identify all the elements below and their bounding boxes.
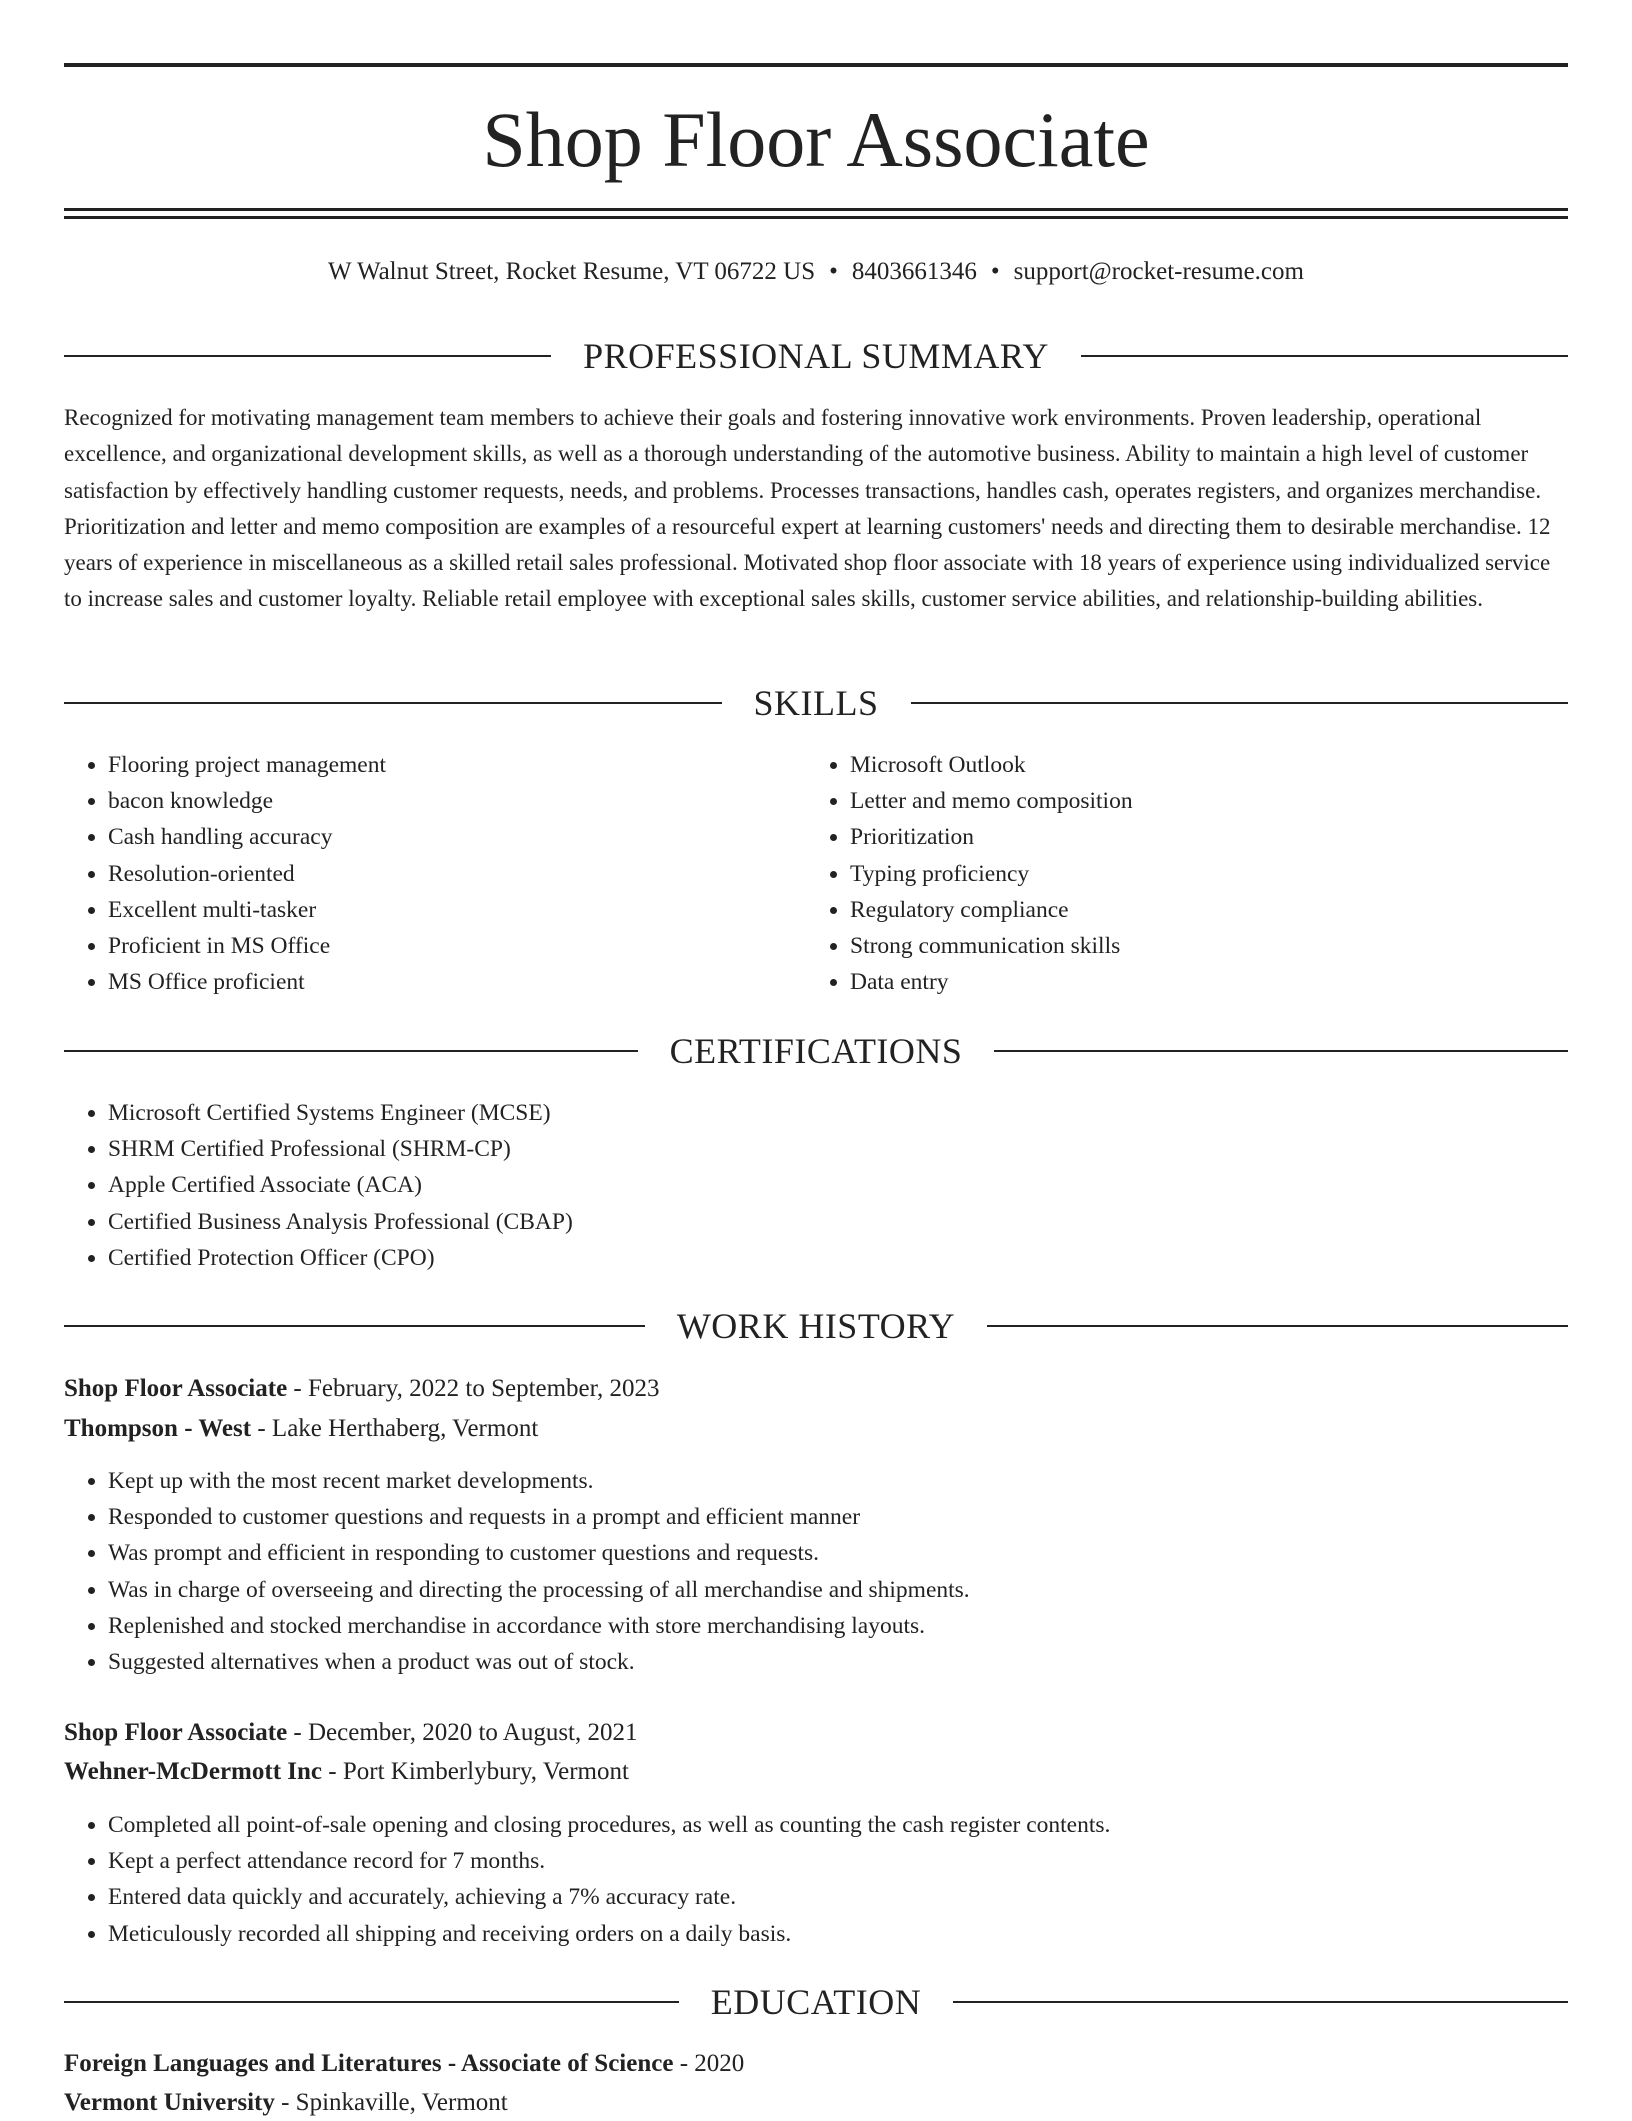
job-1-bullets: [64, 1463, 1568, 1680]
resume-name: Shop Floor Associate: [482, 96, 1150, 183]
skill-item: • Cash handling accuracy: [108, 819, 808, 855]
certification-item: • Apple Certified Associate (ACA): [108, 1167, 1508, 1203]
section-rule: [987, 1325, 1568, 1327]
section-rule: [64, 1325, 645, 1327]
job-1-title-line: [64, 1371, 659, 1407]
job-bullet: • Responded to customer questions and requests in a prompt and efficient manner: [108, 1499, 1568, 1535]
job-1-location: - Lake Herthaberg, Vermont: [251, 1415, 539, 1442]
section-title-skills: SKILLS: [753, 683, 879, 723]
section-rule: [64, 2001, 679, 2003]
certification-item: • SHRM Certified Professional (SHRM-CP): [108, 1131, 1508, 1167]
section-title-work-history: WORK HISTORY: [676, 1306, 956, 1346]
job-bullet: • Was prompt and efficient in responding to customer questions and requests.: [108, 1535, 1568, 1571]
contact-phone: 8403661346: [851, 258, 977, 285]
job-bullet: • Meticulously recorded all shipping and receiving orders on a daily basis.: [108, 1916, 1568, 1952]
section-title-summary: PROFESSIONAL SUMMARY: [583, 336, 1049, 376]
skill-item: • Flooring project management: [108, 747, 808, 783]
contact-separator: •: [829, 258, 838, 285]
double-rule-lower: [64, 216, 1568, 219]
section-header-skills: [64, 681, 1568, 725]
job-bullet: • Completed all point-of-sale opening and closing procedures, as well as counting the cash register contents.: [108, 1807, 1568, 1843]
job-2-company-line: [64, 1754, 629, 1790]
education-school: Vermont University: [64, 2089, 275, 2116]
job-2-company: Wehner-McDermott Inc: [64, 1758, 323, 1785]
job-2-title: Shop Floor Associate: [64, 1719, 288, 1746]
section-rule: [1081, 355, 1568, 357]
top-rule: [64, 63, 1568, 67]
section-header-work-history: [64, 1304, 1568, 1348]
skill-item: • Typing proficiency: [850, 856, 1550, 892]
job-2-bullets: [64, 1807, 1568, 1952]
section-title-education: EDUCATION: [710, 1982, 922, 2022]
skills-list-right: [806, 747, 1550, 1000]
skills-list-left: [64, 747, 808, 1000]
education-location: - Spinkaville, Vermont: [274, 2089, 508, 2116]
skill-item: • bacon knowledge: [108, 783, 808, 819]
double-rule-upper: [64, 208, 1568, 211]
section-header-certifications: [64, 1029, 1568, 1073]
section-rule: [911, 702, 1569, 704]
skill-item: • Data entry: [850, 964, 1550, 1000]
job-bullet: • Entered data quickly and accurately, achieving a 7% accuracy rate.: [108, 1879, 1568, 1915]
section-rule: [953, 2001, 1568, 2003]
education-school-line: [64, 2085, 508, 2121]
skill-item: • Strong communication skills: [850, 928, 1550, 964]
job-1-dates: - February, 2022 to September, 2023: [287, 1375, 660, 1402]
summary-text: Recognized for motivating management team members to achieve their goals and fostering innovative work environments. Proven leadership, operational excellence, and organizational development skills, as well as a thorough understanding of the automotive business. Ability to maintain a high level of customer satisfaction by effectively handling customer requests, needs, and problems. Processes transactions, handles cash, operates registers, and organizes merchandise. Prioritization and letter and memo composition are examples of a resourceful expert at learning customers' needs and directing them to desirable merchandise. 12 years of experience in miscellaneous as a skilled retail sales professional. Motivated shop floor associate with 18 years of experience using individualized service to increase sales and customer loyalty. Reliable retail employee with exceptional sales skills, customer service abilities, and relationship-building abilities.: [64, 405, 1551, 612]
job-1-title: Shop Floor Associate: [64, 1375, 288, 1402]
contact-separator: •: [990, 258, 1000, 285]
job-1-company: Thompson - West: [64, 1415, 252, 1442]
section-header-summary: [64, 334, 1568, 378]
section-rule: [64, 355, 551, 357]
education-year: - 2020: [673, 2050, 745, 2077]
certification-item: • Certified Business Analysis Professional (CBAP): [108, 1204, 1508, 1240]
skill-item: • Resolution-oriented: [108, 856, 808, 892]
job-bullet: • Kept up with the most recent market developments.: [108, 1463, 1568, 1499]
skill-item: • Excellent multi-tasker: [108, 892, 808, 928]
section-title-certifications: CERTIFICATIONS: [669, 1031, 963, 1071]
job-2-location: - Port Kimberlybury, Vermont: [322, 1758, 629, 1785]
certification-item: • Certified Protection Officer (CPO): [108, 1240, 1508, 1276]
skill-item: • Prioritization: [850, 819, 1550, 855]
contact-email: support@rocket-resume.com: [1013, 258, 1304, 285]
section-rule: [64, 702, 722, 704]
skill-item: • Regulatory compliance: [850, 892, 1550, 928]
job-1-company-line: [64, 1411, 538, 1447]
skill-item: • Proficient in MS Office: [108, 928, 808, 964]
job-2-title-line: [64, 1715, 638, 1751]
job-2-dates: - December, 2020 to August, 2021: [287, 1719, 638, 1746]
job-bullet: • Replenished and stocked merchandise in accordance with store merchandising layouts.: [108, 1608, 1568, 1644]
job-bullet: • Kept a perfect attendance record for 7 months.: [108, 1843, 1568, 1879]
contact-address: W Walnut Street, Rocket Resume, VT 06722 US: [328, 258, 816, 285]
job-bullet: • Was in charge of overseeing and directing the processing of all merchandise and shipments.: [108, 1572, 1568, 1608]
contact-line: [64, 255, 1568, 289]
education-degree: Foreign Languages and Literatures - Associate of Science: [64, 2050, 674, 2077]
skill-item: • Microsoft Outlook: [850, 747, 1550, 783]
job-bullet: • Suggested alternatives when a product was out of stock.: [108, 1644, 1568, 1680]
section-rule: [64, 1050, 638, 1052]
skill-item: • Letter and memo composition: [850, 783, 1550, 819]
section-rule: [994, 1050, 1568, 1052]
section-header-education: [64, 1980, 1568, 2024]
certification-item: • Microsoft Certified Systems Engineer (MCSE): [108, 1095, 1508, 1131]
certifications-list: [64, 1095, 1508, 1276]
education-degree-line: [64, 2046, 744, 2082]
skill-item: • MS Office proficient: [108, 964, 808, 1000]
